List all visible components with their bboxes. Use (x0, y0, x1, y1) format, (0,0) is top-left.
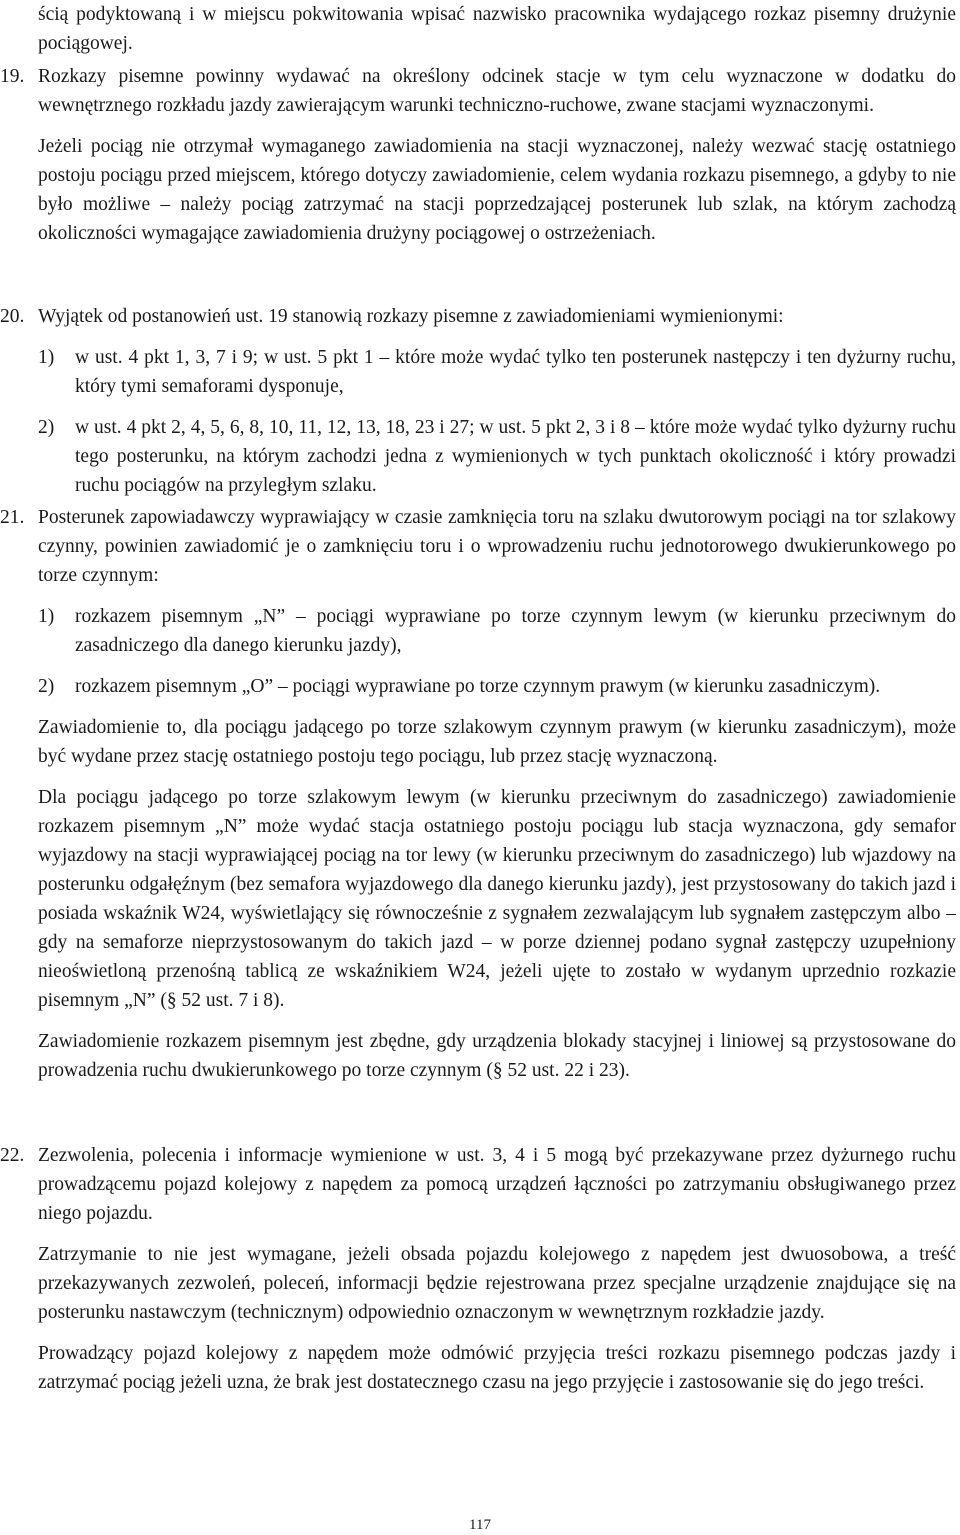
section-20 (0, 302, 956, 500)
intro-paragraph: ścią podyktowaną i w miejscu pokwitowania wpisać nazwisko pracownika wydającego rozkaz pisemny drużynie pociągowej. (38, 4, 956, 54)
list-item (38, 672, 956, 701)
section-paragraph: Jeżeli pociąg nie otrzymał wymaganego zawiadomienia na stacji wyznaczonej, należy wezwać stację ostatniego postoju pociągu przed miejscem, którego dotyczy zawiadomienie, celem wydania rozkazu pisemnego, a gdyby to nie było możliwe – należy pociąg zatrzymać na stacji poprzedzającej posterunek lub szlak, na którym zachodzą okoliczności wymagające zawiadomienia drużyny pociągowej o ostrzeżeniach. (38, 136, 956, 244)
section-19 (0, 62, 956, 248)
section-number: 19. (0, 66, 25, 87)
section-number: 22. (0, 1145, 25, 1166)
list-item-number: 1) (38, 606, 55, 627)
section-paragraph: Zawiadomienie rozkazem pisemnym jest zbędne, gdy urządzenia blokady stacyjnej i liniowej są przystosowane do prowadzenia ruchu dwukierunkowego po torze czynnym (§ 52 ust. 22 i 23). (38, 1031, 956, 1081)
list-item (38, 343, 956, 401)
list-item-text: rozkazem pisemnym „O” – pociągi wyprawiane po torze czynnym prawym (w kierunku zasadniczym). (75, 676, 881, 697)
list-item (38, 413, 956, 500)
section-paragraph: Posterunek zapowiadawczy wyprawiający w czasie zamknięcia toru na szlaku dwutorowym pociągi na tor szlakowy czynny, powinien zawiadomić je o zamknięciu toru i o wprowadzeniu ruchu jednotorowego dwukierunkowego po torze czynnym: (38, 507, 956, 586)
section-21 (0, 503, 956, 1085)
list-item-text: rozkazem pisemnym „N” – pociągi wyprawiane po torze czynnym lewym (w kierunku przeciwnym do zasadniczego dla danego kierunku jazdy), (75, 606, 956, 656)
list-item (38, 602, 956, 660)
section-paragraph: Wyjątek od postanowień ust. 19 stanowią rozkazy pisemne z zawiadomieniami wymienionymi: (38, 306, 784, 327)
section-22 (0, 1141, 956, 1397)
page-number: 117 (469, 1517, 491, 1533)
list-item-text: w ust. 4 pkt 1, 3, 7 i 9; w ust. 5 pkt 1 – które może wydać tylko ten posterunek następczy i ten dyżurny ruchu, który tymi semaforami dysponuje, (75, 347, 956, 397)
section-paragraph: Zatrzymanie to nie jest wymagane, jeżeli obsada pojazdu kolejowego z napędem jest dwuosobowa, a treść przekazywanych zezwoleń, poleceń, informacji będzie rejestrowana przez specjalne urządzenie znajdujące się na posterunku nastawczym (technicznym) odpowiednio oznaczonym w wewnętrznym rozkładzie jazdy. (38, 1244, 956, 1323)
list-item-number: 1) (38, 347, 55, 368)
section-number: 20. (0, 306, 25, 327)
list-item-number: 2) (38, 676, 55, 697)
section-paragraph: Zezwolenia, polecenia i informacje wymienione w ust. 3, 4 i 5 mogą być przekazywane przez dyżurnego ruchu prowadzącemu pojazd kolejowy z napędem za pomocą urządzeń łączności po zatrzymaniu obsługiwanego przez niego pojazdu. (38, 1145, 956, 1224)
section-paragraph: Prowadzący pojazd kolejowy z napędem może odmówić przyjęcia treści rozkazu pisemnego podczas jazdy i zatrzymać pociąg jeżeli uzna, że brak jest dostatecznego czasu na jego przyjęcie i zastosowanie się do jego treści. (38, 1343, 956, 1393)
list-item-number: 2) (38, 417, 55, 438)
section-paragraph: Dla pociągu jadącego po torze szlakowym lewym (w kierunku przeciwnym do zasadniczego) zawiadomienie rozkazem pisemnym „N” może wydać stacja ostatniego postoju pociągu lub stacja wyznaczona, gdy semafor wyjazdowy na stacji wyprawiającej pociąg na tor lewy (w kierunku przeciwnym do zasadniczego) lub wjazdowy na posterunku odgałęźnym (bez semafora wyjazdowego dla danego kierunku jazdy), jest przystosowany do takich jazd i posiada wskaźnik W24, wyświetlający się równocześnie z sygnałem zezwalającym lub sygnałem zastępczym albo – gdy na semaforze nieprzystosowanym do takich jazd – w porze dziennej podano sygnał zastępczy uzupełniony nieoświetloną przenośną tablicą ze wskaźnikiem W24, jeżeli ujęte to zostało w wydanym uprzednio rozkazie pisemnym „N” (§ 52 ust. 7 i 8). (38, 787, 956, 1011)
list-item-text: w ust. 4 pkt 2, 4, 5, 6, 8, 10, 11, 12, 13, 18, 23 i 27; w ust. 5 pkt 2, 3 i 8 – które może wydać tylko dyżurny ruchu tego posterunku, na którym zachodzi jedna z wymienionych w tych punktach okoliczność i który prowadzi ruchu pociągów na przyległym szlaku. (75, 417, 956, 496)
section-paragraph: Rozkazy pisemne powinny wydawać na określony odcinek stacje w tym celu wyznaczone w dodatku do wewnętrznego rozkładu jazdy zawierającym warunki techniczno-ruchowe, zwane stacjami wyznaczonymi. (38, 66, 956, 116)
section-number: 21. (0, 507, 25, 528)
section-paragraph: Zawiadomienie to, dla pociągu jadącego po torze szlakowym czynnym prawym (w kierunku zasadniczym), może być wydane przez stację ostatniego postoju tego pociągu, lub przez stację wyznaczoną. (38, 717, 956, 767)
